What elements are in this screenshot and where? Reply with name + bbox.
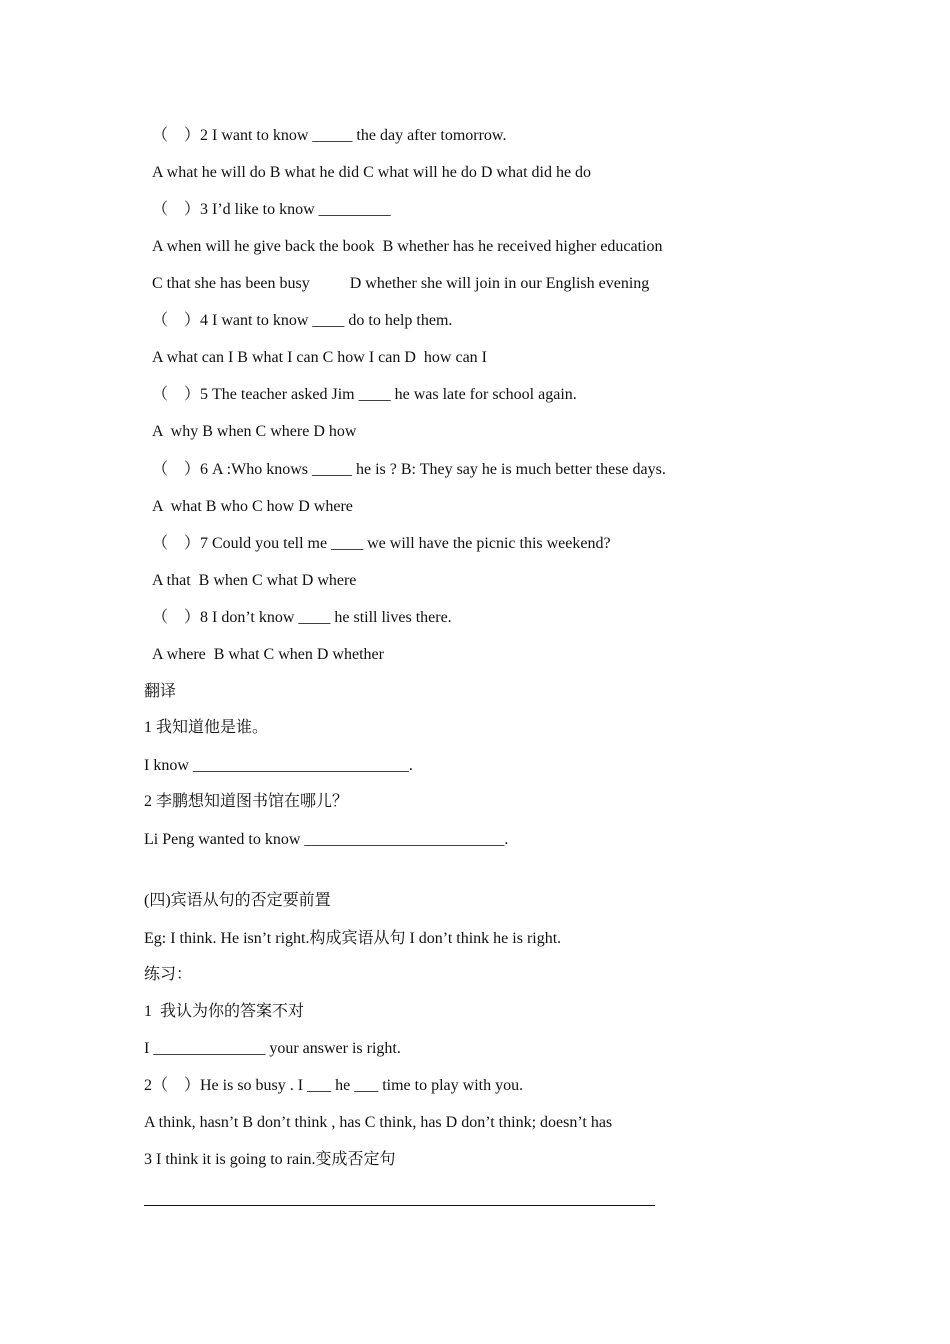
translation-1-answer: I know ___________________________. — [144, 757, 413, 774]
question-5-stem: （ ）5 The teacher asked Jim ____ he was late for school again. — [152, 386, 577, 403]
question-4-options: A what can I B what I can C how I can D how can I — [152, 349, 488, 366]
question-3-options-line-1: A when will he give back the book B whether has he received higher education — [152, 238, 663, 255]
practice-1-answer: I ______________ your answer is right. — [144, 1040, 401, 1057]
question-3-stem: （ ）3 I’d like to know _________ — [152, 201, 391, 218]
practice-1-prompt: 1 我认为你的答案不对 — [144, 1003, 305, 1020]
answer-line — [144, 1205, 655, 1206]
practice-3-prompt: 3 I think it is going to rain.变成否定句 — [144, 1151, 396, 1168]
question-8-options: A where B what C when D whether — [152, 646, 384, 663]
practice-2-stem: 2（ ）He is so busy . I ___ he ___ time to play with you. — [144, 1077, 524, 1094]
question-2-options: A what he will do B what he did C what will he do D what did he do — [152, 164, 592, 181]
question-5-options: A why B when C where D how — [152, 423, 357, 440]
section-4-heading: (四)宾语从句的否定要前置 — [144, 892, 331, 909]
question-6-options: A what B who C how D where — [152, 498, 353, 515]
section-4-example: Eg: I think. He isn’t right.构成宾语从句 I don’t think he is right. — [144, 930, 562, 947]
translation-2-answer: Li Peng wanted to know _________________________. — [144, 831, 509, 848]
question-7-stem: （ ）7 Could you tell me ____ we will have the picnic this weekend? — [152, 535, 611, 552]
question-2-stem: （ ）2 I want to know _____ the day after tomorrow. — [152, 127, 507, 144]
question-7-options: A that B when C what D where — [152, 572, 357, 589]
translation-2-prompt: 2 李鹏想知道图书馆在哪儿？ — [144, 793, 349, 810]
practice-label: 练习： — [144, 966, 193, 983]
practice-2-options: A think, hasn’t B don’t think , has C think, has D don’t think; doesn’t has — [144, 1114, 613, 1131]
question-8-stem: （ ）8 I don’t know ____ he still lives there. — [152, 609, 452, 626]
question-4-stem: （ ）4 I want to know ____ do to help them. — [152, 312, 453, 329]
translation-heading: 翻译 — [144, 683, 177, 700]
translation-1-prompt: 1 我知道他是谁。 — [144, 719, 269, 736]
question-3-options-line-2: C that she has been busy D whether she will join in our English evening — [152, 275, 650, 292]
question-6-stem: （ ）6 A :Who knows _____ he is ? B: They say he is much better these days. — [152, 461, 666, 478]
